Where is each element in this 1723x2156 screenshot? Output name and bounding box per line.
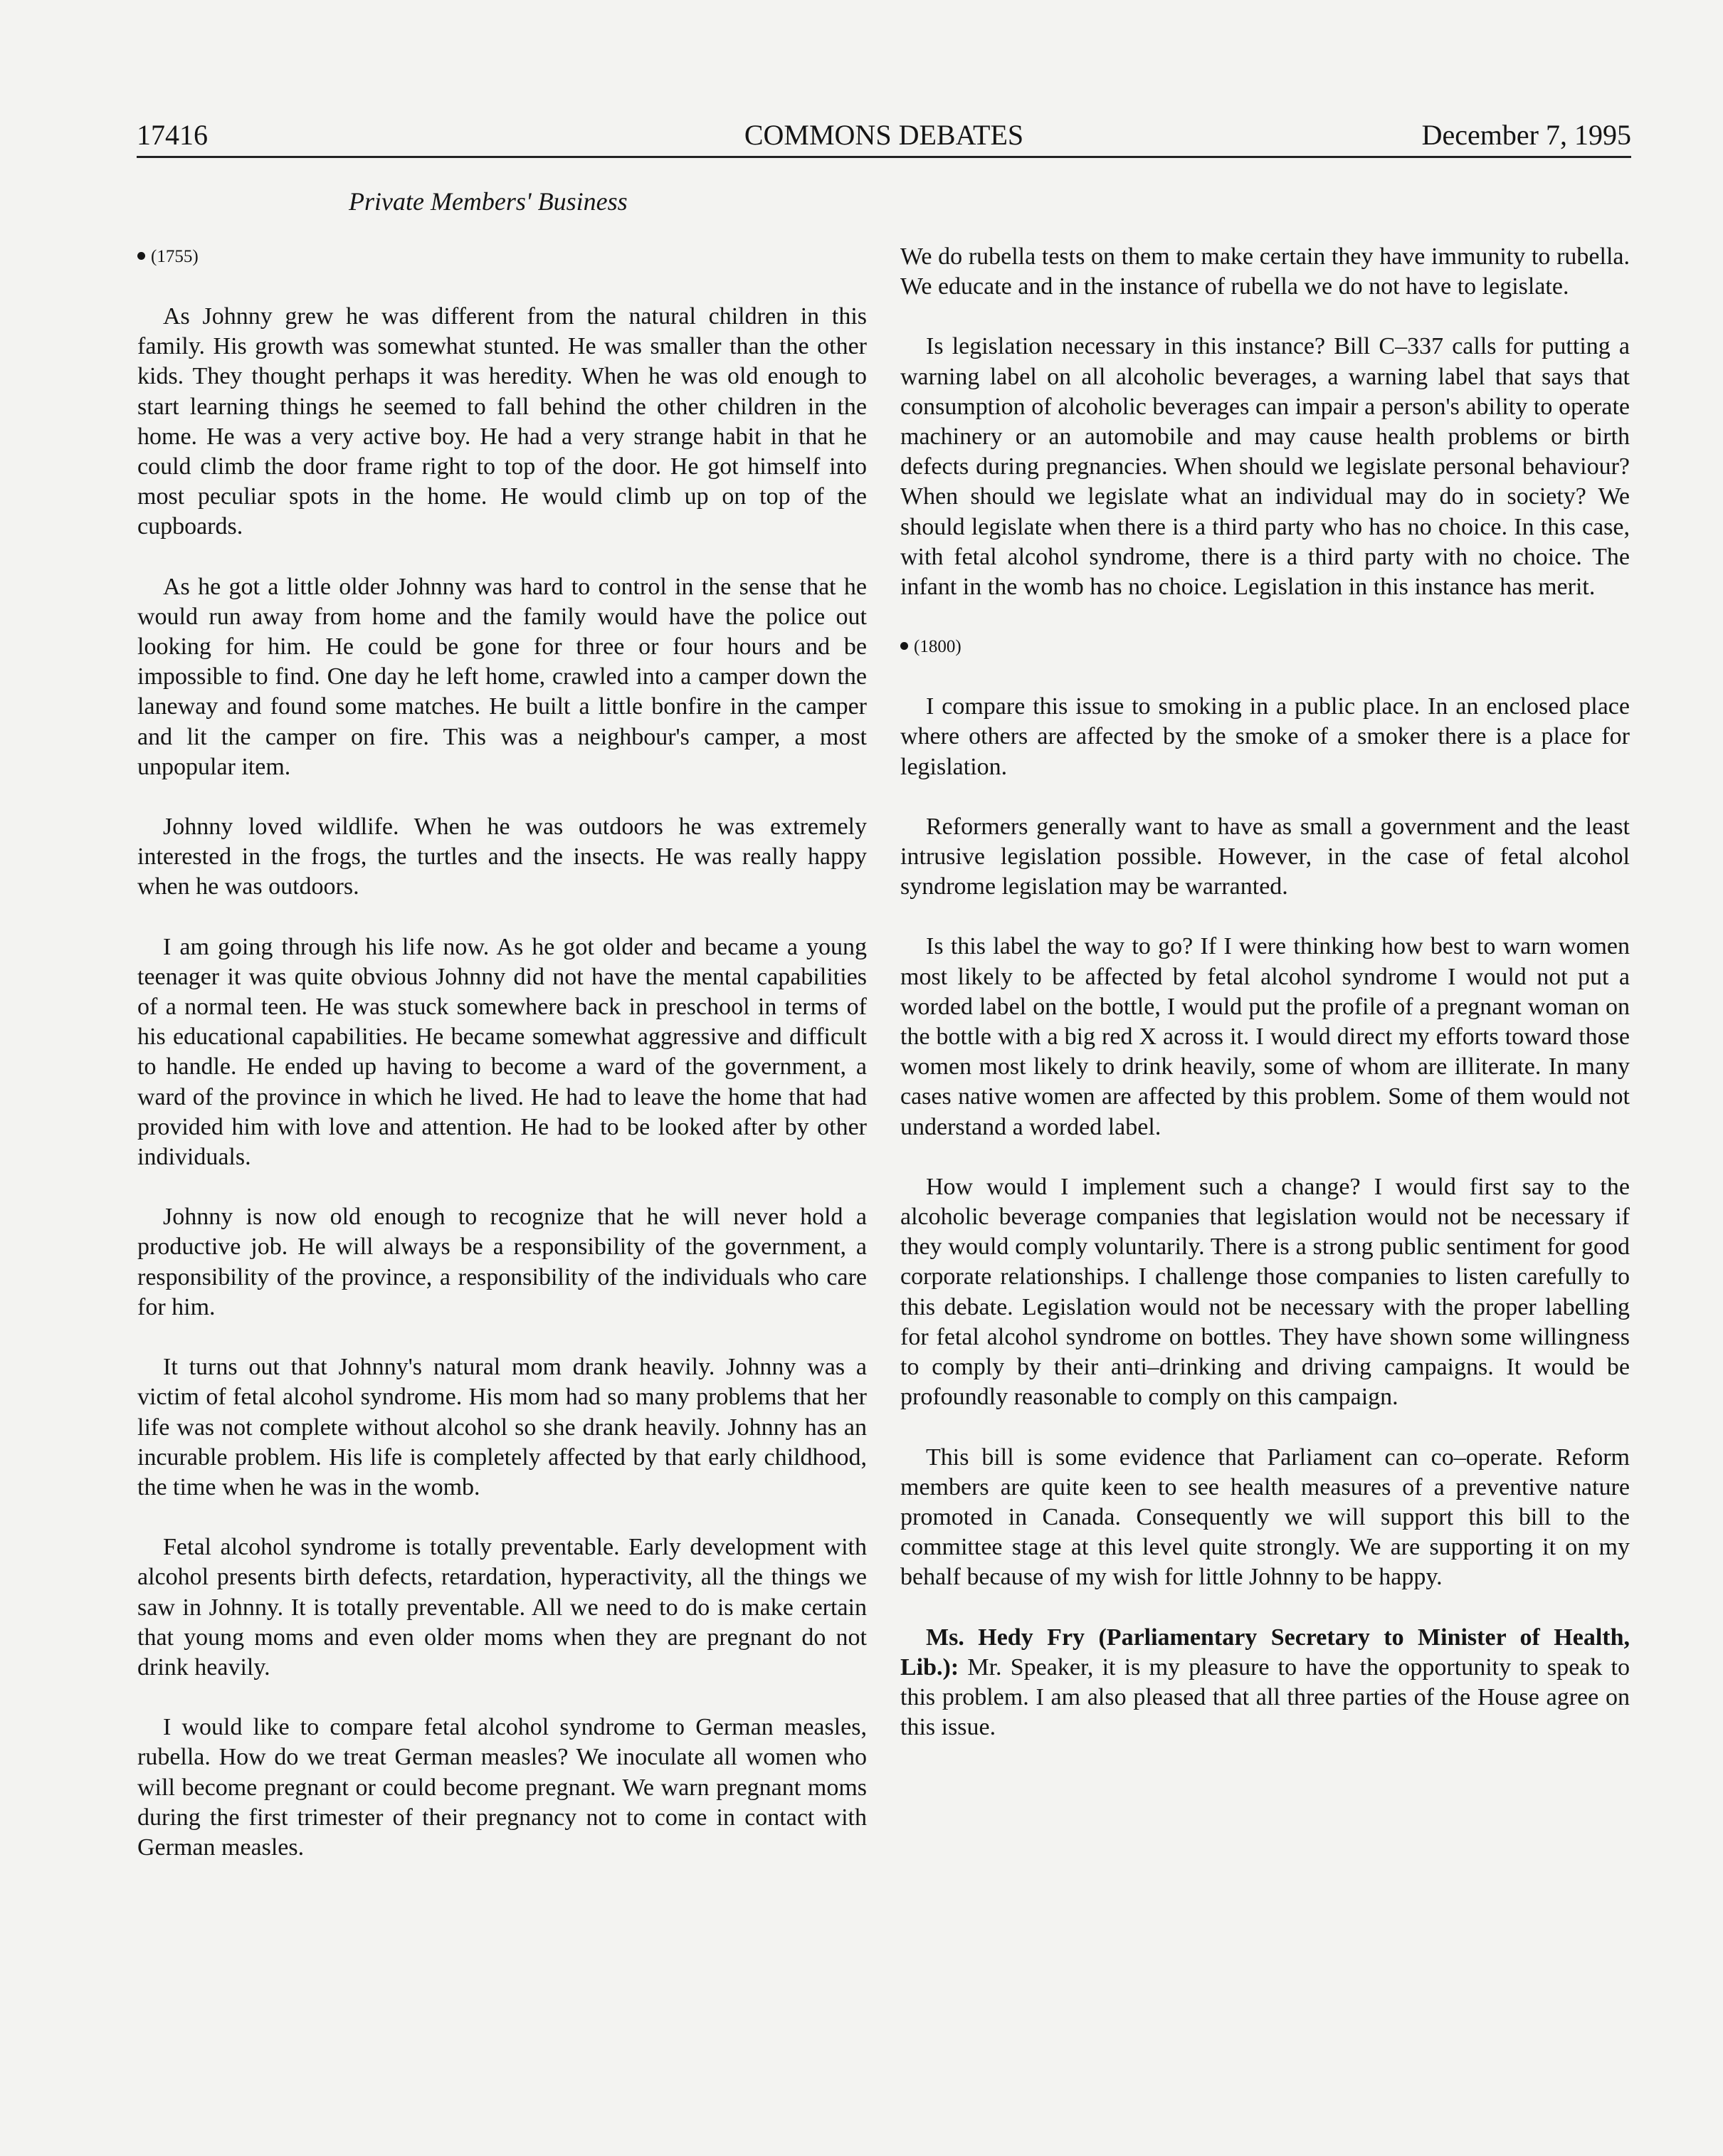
paragraph: Johnny is now old enough to recognize that he will never hold a productive job. He will always be a responsibility of the government, a responsibility of the province, a responsibility of the individuals who care for him. — [137, 1204, 867, 1320]
left-column — [137, 242, 867, 1863]
page-number: 17416 — [137, 119, 208, 151]
right-column — [900, 242, 1630, 1742]
speaker-text: Mr. Speaker, it is my pleasure to have the opportunity to speak to this problem. I am also pleased that all three parties of the House agree on this issue. — [900, 1653, 1630, 1741]
timestamp — [137, 242, 867, 272]
paragraph: Johnny loved wildlife. When he was outdoors he was extremely interested in the frogs, the turtles and the insects. He was really happy when he was outdoors. — [137, 814, 867, 900]
header-rule — [137, 156, 1631, 158]
publication-date: December 7, 1995 — [1421, 119, 1631, 151]
paragraph: As he got a little older Johnny was hard to control in the sense that he would run away from home and the family would have the police out looking for him. He could be gone for three or four hours and be impossible to find. One day he left home, crawled into a camper down the laneway and found some matches. He built a little bonfire in the camper and lit the camper on fire. This was a neighbour's camper, a most unpopular item. — [137, 573, 867, 780]
paragraph: Reformers generally want to have as small a government and the least intrusive legislation possible. However, in the case of fetal alcohol syndrome legislation may be warranted. — [900, 813, 1630, 900]
paragraph: How would I implement such a change? I would first say to the alcoholic beverage companies that legislation would not be necessary if they would comply voluntarily. There is a strong public sentiment for good corporate relationships. I challenge those companies to listen carefully to this debate. Legislation would not be necessary with the proper labelling for fetal alcohol syndrome on bottles. They have shown some willingness to comply by their anti–drinking and driving campaigns. It would be profoundly reasonable to comply on this campaign. — [900, 1173, 1630, 1411]
speaker-paragraph — [900, 1623, 1630, 1743]
paragraph: I would like to compare fetal alcohol syndrome to German measles, rubella. How do we treat German measles? We inoculate all women who will become pregnant or could become pregnant. We warn pregnant moms during the first trimester of their pregnancy not to come in contact with German measles. — [137, 1714, 867, 1861]
timestamp-text: (1800) — [914, 637, 961, 657]
bullet-icon — [137, 252, 145, 260]
paragraph: Fetal alcohol syndrome is totally preventable. Early development with alcohol presents birth defects, retardation, hyperactivity, all the things we saw in Johnny. It is totally preventable. All we need to do is make certain that young moms and even older moms when they are pregnant do not drink heavily. — [137, 1534, 867, 1681]
paragraph: This bill is some evidence that Parliament can co–operate. Reform members are quite keen to see health measures of a preventive nature promoted in Canada. Consequently we will support this bill to the committee stage at this level quite strongly. We are supporting it on my behalf because of my wish for little Johnny to be happy. — [900, 1444, 1630, 1591]
paragraph-continuation: We do rubella tests on them to make certain they have immunity to rubella. We educate and in the instance of rubella we do not have to legislate. — [900, 243, 1630, 300]
publication-title: COMMONS DEBATES — [744, 119, 1024, 151]
paragraph: I am going through his life now. As he got older and became a young teenager it was quite obvious Johnny did not have the mental capabilities of a normal teen. He was stuck somewhere back in preschool in terms of his educational capabilities. He became somewhat aggressive and difficult to handle. He ended up having to become a ward of the government, a ward of the province in which he lived. He had to leave the home that had provided him with love and attention. He had to be looked after by other individuals. — [137, 933, 867, 1171]
paragraph: As Johnny grew he was different from the natural children in this family. His growth was somewhat stunted. He was smaller than the other kids. They thought perhaps it was heredity. When he was old enough to start learning things he seemed to fall behind the other children in the home. He was a very active boy. He had a very strange habit in that he could climb the door frame right to top of the door. He got himself into most peculiar spots in the home. He would climb up on top of the cupboards. — [137, 303, 867, 540]
paragraph: I compare this issue to smoking in a public place. In an enclosed place where others are affected by the smoke of a smoker there is a place for legislation. — [900, 693, 1630, 780]
paragraph: Is legislation necessary in this instance? Bill C–337 calls for putting a warning label on all alcoholic beverages, a warning label that says that consumption of alcoholic beverages can impair a person's ability to operate machinery or an automobile and may cause health problems or birth defects during pregnancies. When should we legislate personal behaviour? When should we legislate what an individual may do in society? We should legislate when there is a third party who has no choice. In this case, with fetal alcohol syndrome, there is a third party with no choice. The infant in the womb has no choice. Legislation in this instance has merit. — [900, 333, 1630, 601]
paragraph: It turns out that Johnny's natural mom drank heavily. Johnny was a victim of fetal alcohol syndrome. His mom had so many problems that her life was not complete without alcohol so she drank heavily. Johnny has an incurable problem. His life is completely affected by that early childhood, the time when he was in the womb. — [137, 1354, 867, 1500]
paragraph: Is this label the way to go? If I were thinking how best to warn women most likely to be affected by fetal alcohol syndrome I would not put a worded label on the bottle, I would put the profile of a pregnant woman on the bottle with a big red X across it. I would direct my efforts toward those women most likely to drink heavily, some of whom are illiterate. In many cases native women are affected by this problem. Some of them would not understand a worded label. — [900, 933, 1630, 1140]
speaker-name: Ms. Hedy Fry (Parliamentary Secretary to Minister of Health, Lib.): — [900, 1624, 1630, 1681]
bullet-icon — [900, 642, 908, 650]
page-header — [137, 114, 1631, 157]
section-label: Private Members' Business — [349, 187, 628, 216]
timestamp-text: (1755) — [151, 247, 199, 266]
timestamp — [900, 632, 1630, 662]
